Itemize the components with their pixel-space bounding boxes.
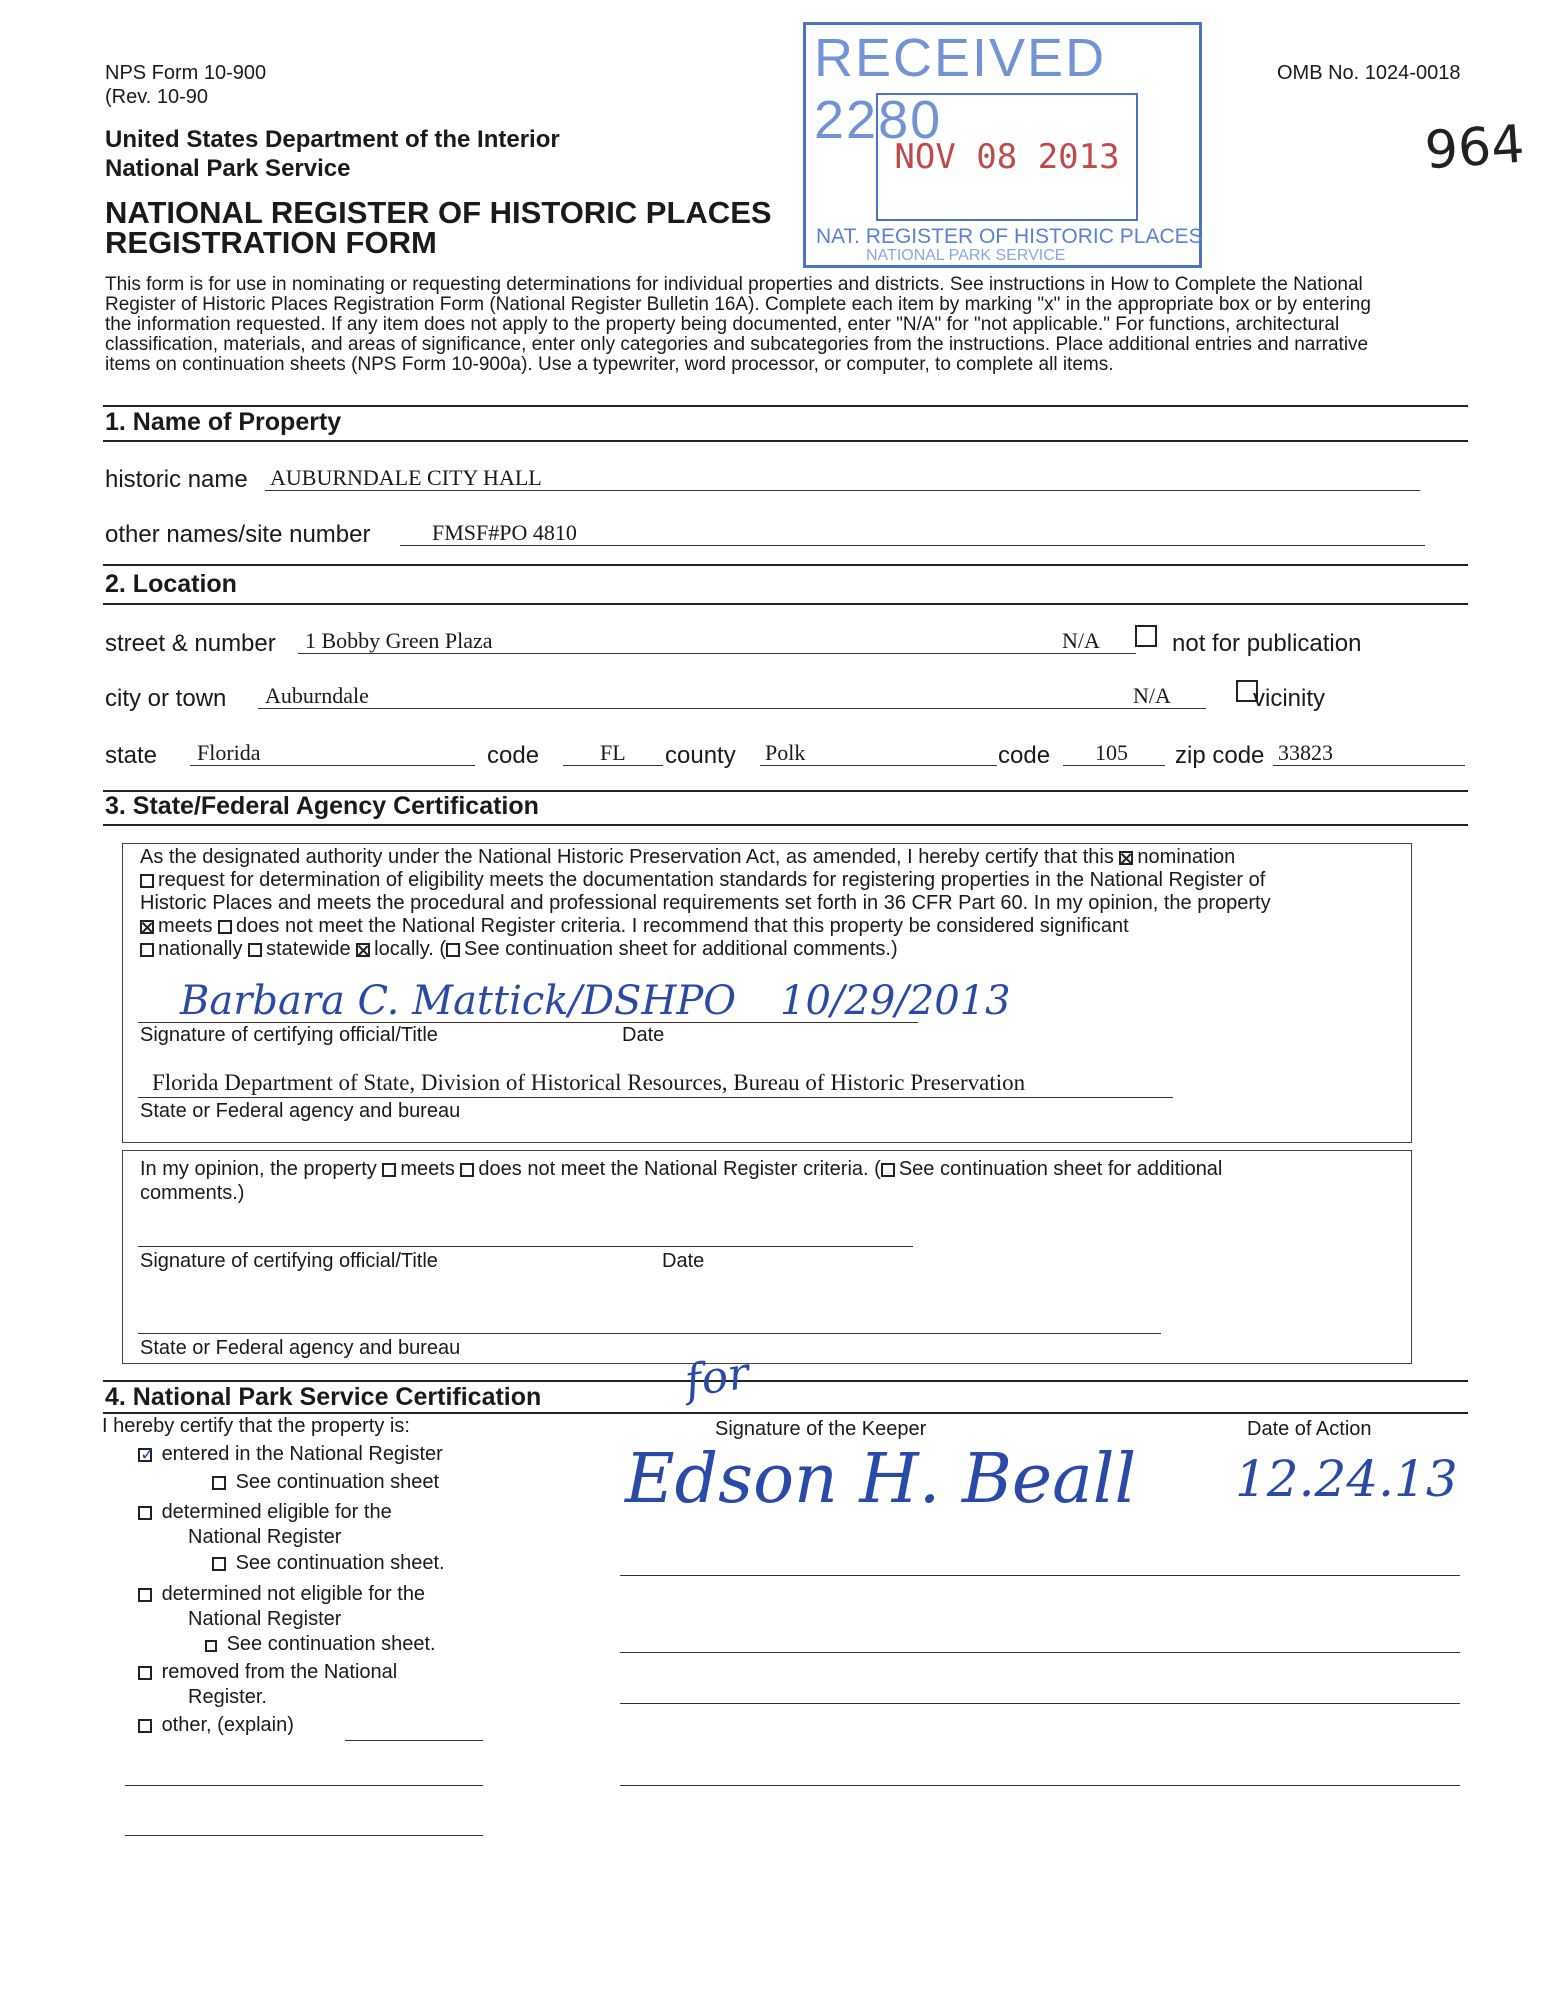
see-cont-option-3 bbox=[205, 1633, 436, 1656]
zip-value: 33823 bbox=[1278, 740, 1333, 765]
opinion-text-a: In my opinion, the property bbox=[140, 1158, 377, 1180]
city-value: Auburndale bbox=[265, 683, 369, 708]
meets-label: meets bbox=[158, 915, 213, 937]
form-number: NPS Form 10-900 bbox=[105, 62, 267, 84]
explain-line-1 bbox=[125, 1785, 483, 1786]
form-title-line2: REGISTRATION FORM bbox=[105, 225, 437, 260]
nationally-checkbox[interactable] bbox=[140, 943, 154, 957]
keeper-line-2 bbox=[620, 1652, 1460, 1653]
instructions-line: classification, materials, and areas of significance, enter only categories and subcategories from the instructions. Place additional entries and narrative bbox=[105, 334, 1369, 355]
locally-checkbox[interactable] bbox=[356, 943, 370, 957]
instructions-line: items on continuation sheets (NPS Form 10-900a). Use a typewriter, word processor, or computer, to complete all items. bbox=[105, 354, 1114, 375]
stamp-date: NOV 08 2013 bbox=[894, 137, 1120, 177]
entered-option bbox=[138, 1443, 443, 1466]
see-cont-label-2: See continuation sheet. bbox=[235, 1552, 445, 1574]
opinion-does-not-meet-checkbox[interactable] bbox=[460, 1163, 474, 1177]
signature-line bbox=[138, 1022, 918, 1023]
other-explain-line bbox=[345, 1740, 483, 1741]
other-option bbox=[138, 1714, 294, 1737]
instructions-line: the information requested. If any item does not apply to the property being documented, enter "N/A" for "not applicable." For functions, architectural bbox=[105, 314, 1340, 335]
keeper-line-3 bbox=[620, 1703, 1460, 1704]
received-stamp bbox=[803, 22, 1202, 268]
statewide-label: statewide bbox=[266, 938, 351, 960]
county-code-line bbox=[1063, 765, 1165, 766]
det-eligible-label: determined eligible for the bbox=[161, 1501, 392, 1523]
det-not-eligible-checkbox[interactable] bbox=[138, 1588, 152, 1602]
handwritten-reference: 964 bbox=[1423, 114, 1527, 182]
see-continuation-label: See continuation sheet for additional comments.) bbox=[464, 938, 898, 960]
request-determination-checkbox[interactable] bbox=[140, 874, 154, 888]
stamp-line1: NAT. REGISTER OF HISTORIC PLACES bbox=[816, 225, 1203, 248]
other-label: other, (explain) bbox=[161, 1714, 294, 1736]
street-na: N/A bbox=[1062, 628, 1100, 653]
signature-label: Signature of certifying official/Title bbox=[140, 1024, 438, 1046]
date-label-2: Date bbox=[662, 1250, 705, 1272]
nps-cert-intro: I hereby certify that the property is: bbox=[102, 1415, 410, 1437]
locally-label: locally. ( bbox=[374, 938, 447, 960]
opinion-meets-checkbox[interactable] bbox=[382, 1163, 396, 1177]
opinion-text bbox=[140, 1157, 1405, 1205]
agency-label: State or Federal agency and bureau bbox=[140, 1100, 461, 1122]
keeper-signature: Edson H. Beall bbox=[625, 1440, 1137, 1519]
signature-line-2 bbox=[138, 1246, 913, 1247]
opinion-text-b: does not meet the National Register criteria. ( bbox=[478, 1158, 881, 1180]
section3-heading: 3. State/Federal Agency Certification bbox=[105, 792, 539, 820]
service-name: National Park Service bbox=[105, 155, 351, 182]
continuation-checkbox-3[interactable] bbox=[205, 1640, 217, 1652]
other-checkbox[interactable] bbox=[138, 1719, 152, 1733]
not-for-publication-checkbox[interactable] bbox=[1135, 625, 1157, 647]
not-for-publication-label: not for publication bbox=[1172, 630, 1362, 657]
historic-name-value: AUBURNDALE CITY HALL bbox=[270, 465, 542, 490]
zip-label: zip code bbox=[1175, 742, 1265, 769]
det-eligible-checkbox[interactable] bbox=[138, 1506, 152, 1520]
removed-checkbox[interactable] bbox=[138, 1666, 152, 1680]
section1-heading: 1. Name of Property bbox=[105, 408, 342, 436]
state-code-label: code bbox=[487, 742, 540, 769]
street-value: 1 Bobby Green Plaza bbox=[305, 628, 493, 653]
signature-label-2: Signature of certifying official/Title bbox=[140, 1250, 438, 1272]
zip-line bbox=[1273, 765, 1465, 766]
cert-line2-text: request for determination of eligibility meets the documentation standards for registering properties in the National Register of bbox=[158, 869, 1266, 891]
date-label: Date bbox=[622, 1024, 665, 1046]
department-name: United States Department of the Interior bbox=[105, 126, 560, 153]
explain-line-2 bbox=[125, 1835, 483, 1836]
state-line bbox=[190, 765, 475, 766]
cert-line1-text: As the designated authority under the National Historic Preservation Act, as amended, I hereby certify that this bbox=[140, 846, 1114, 868]
state-code-value: FL bbox=[600, 740, 626, 765]
city-line bbox=[258, 708, 1206, 709]
date-of-action-label: Date of Action bbox=[1247, 1418, 1372, 1440]
agency-line-2 bbox=[138, 1333, 1161, 1334]
section-rule bbox=[103, 1380, 1468, 1382]
street-line bbox=[298, 653, 1136, 654]
section-rule bbox=[103, 440, 1468, 442]
instructions-block bbox=[105, 275, 1465, 375]
register-label: Register. bbox=[188, 1686, 267, 1708]
county-code-value: 105 bbox=[1095, 740, 1128, 765]
continuation-checkbox-2[interactable] bbox=[212, 1557, 226, 1571]
keeper-line-1 bbox=[620, 1575, 1460, 1576]
vicinity-label: vicinity bbox=[1253, 685, 1326, 712]
removed-option bbox=[138, 1661, 397, 1684]
see-cont-option-1 bbox=[212, 1471, 439, 1494]
state-value: Florida bbox=[197, 740, 261, 765]
meets-checkbox[interactable] bbox=[140, 920, 154, 934]
continuation-sheet-checkbox[interactable] bbox=[446, 943, 460, 957]
form-revision: (Rev. 10-90 bbox=[105, 86, 209, 108]
opinion-text-d: comments.) bbox=[140, 1182, 245, 1204]
other-names-line bbox=[400, 545, 1425, 546]
certification-text bbox=[140, 846, 1405, 961]
continuation-checkbox-1[interactable] bbox=[212, 1476, 226, 1490]
nomination-checkbox[interactable] bbox=[1119, 851, 1133, 865]
det-not-eligible-option bbox=[138, 1583, 425, 1606]
certification-date: 10/29/2013 bbox=[780, 978, 1011, 1024]
section-rule bbox=[103, 603, 1468, 605]
section-rule bbox=[103, 564, 1468, 566]
state-label: state bbox=[105, 742, 158, 769]
see-cont-label-3: See continuation sheet. bbox=[226, 1633, 436, 1655]
section-rule bbox=[103, 824, 1468, 826]
other-names-label: other names/site number bbox=[105, 521, 371, 548]
det-not-eligible-label: determined not eligible for the bbox=[161, 1583, 426, 1605]
cert-nomination-label: nomination bbox=[1137, 846, 1236, 868]
historic-name-line bbox=[265, 490, 1420, 491]
agency-label-2: State or Federal agency and bureau bbox=[140, 1337, 461, 1359]
opinion-meets-label: meets bbox=[400, 1158, 455, 1180]
county-line bbox=[760, 765, 997, 766]
other-names-value: FMSF#PO 4810 bbox=[432, 520, 577, 545]
removed-label: removed from the National bbox=[161, 1661, 398, 1683]
stamp-line2: NATIONAL PARK SERVICE bbox=[866, 247, 1066, 264]
agency-value: Florida Department of State, Division of Historical Resources, Bureau of Historic Preservation bbox=[152, 1070, 1026, 1095]
for-notation: for bbox=[681, 1347, 753, 1408]
keeper-signature-label: Signature of the Keeper bbox=[715, 1418, 927, 1440]
nat-reg-label-1: National Register bbox=[188, 1526, 342, 1548]
section-rule bbox=[103, 1412, 1468, 1414]
nat-reg-label-2: National Register bbox=[188, 1608, 342, 1630]
date-of-action-value: 12.24.13 bbox=[1235, 1450, 1458, 1508]
certifying-official-signature: Barbara C. Mattick/DSHPO bbox=[180, 978, 737, 1024]
statewide-checkbox[interactable] bbox=[248, 943, 262, 957]
stamp-received-text: RECEIVED 2280 bbox=[814, 28, 1107, 150]
street-label: street & number bbox=[105, 630, 276, 657]
entered-checkbox[interactable] bbox=[138, 1448, 152, 1462]
stamp-date-box bbox=[876, 93, 1138, 221]
city-label: city or town bbox=[105, 685, 227, 712]
see-cont-option-2 bbox=[212, 1552, 445, 1575]
keeper-line-4 bbox=[620, 1785, 1460, 1786]
instructions-line: This form is for use in nominating or requesting determinations for individual properties and districts. See instructions in How to Complete the National bbox=[105, 274, 1363, 295]
opinion-text-c: See continuation sheet for additional bbox=[898, 1158, 1223, 1180]
county-code-label: code bbox=[998, 742, 1051, 769]
see-cont-label-1: See continuation sheet bbox=[235, 1471, 440, 1493]
section-rule bbox=[103, 405, 1468, 407]
instructions-line: Register of Historic Places Registration Form (National Register Bulletin 16A). Complete each item by marking "x" in the appropriate box or by entering bbox=[105, 294, 1371, 315]
opinion-continuation-checkbox[interactable] bbox=[881, 1163, 895, 1177]
agency-line bbox=[138, 1097, 1173, 1098]
state-code-line bbox=[563, 765, 663, 766]
nationally-label: nationally bbox=[158, 938, 243, 960]
entered-label: entered in the National Register bbox=[161, 1443, 443, 1465]
city-na: N/A bbox=[1133, 683, 1171, 708]
form-title-line1: NATIONAL REGISTER OF HISTORIC PLACES bbox=[105, 195, 772, 230]
county-value: Polk bbox=[765, 740, 806, 765]
county-label: county bbox=[665, 742, 736, 769]
does-not-meet-checkbox[interactable] bbox=[218, 920, 232, 934]
omb-number: OMB No. 1024-0018 bbox=[1277, 62, 1461, 84]
section2-heading: 2. Location bbox=[105, 570, 237, 598]
cert-line3-text: Historic Places and meets the procedural and professional requirements set forth in 36 CFR Part 60. In my opinion, the property bbox=[140, 892, 1271, 914]
cert-line4-text: does not meet the National Register criteria. I recommend that this property be considered significant bbox=[236, 915, 1129, 937]
section4-heading: 4. National Park Service Certification bbox=[105, 1383, 542, 1411]
historic-name-label: historic name bbox=[105, 466, 248, 493]
det-eligible-option bbox=[138, 1501, 392, 1524]
